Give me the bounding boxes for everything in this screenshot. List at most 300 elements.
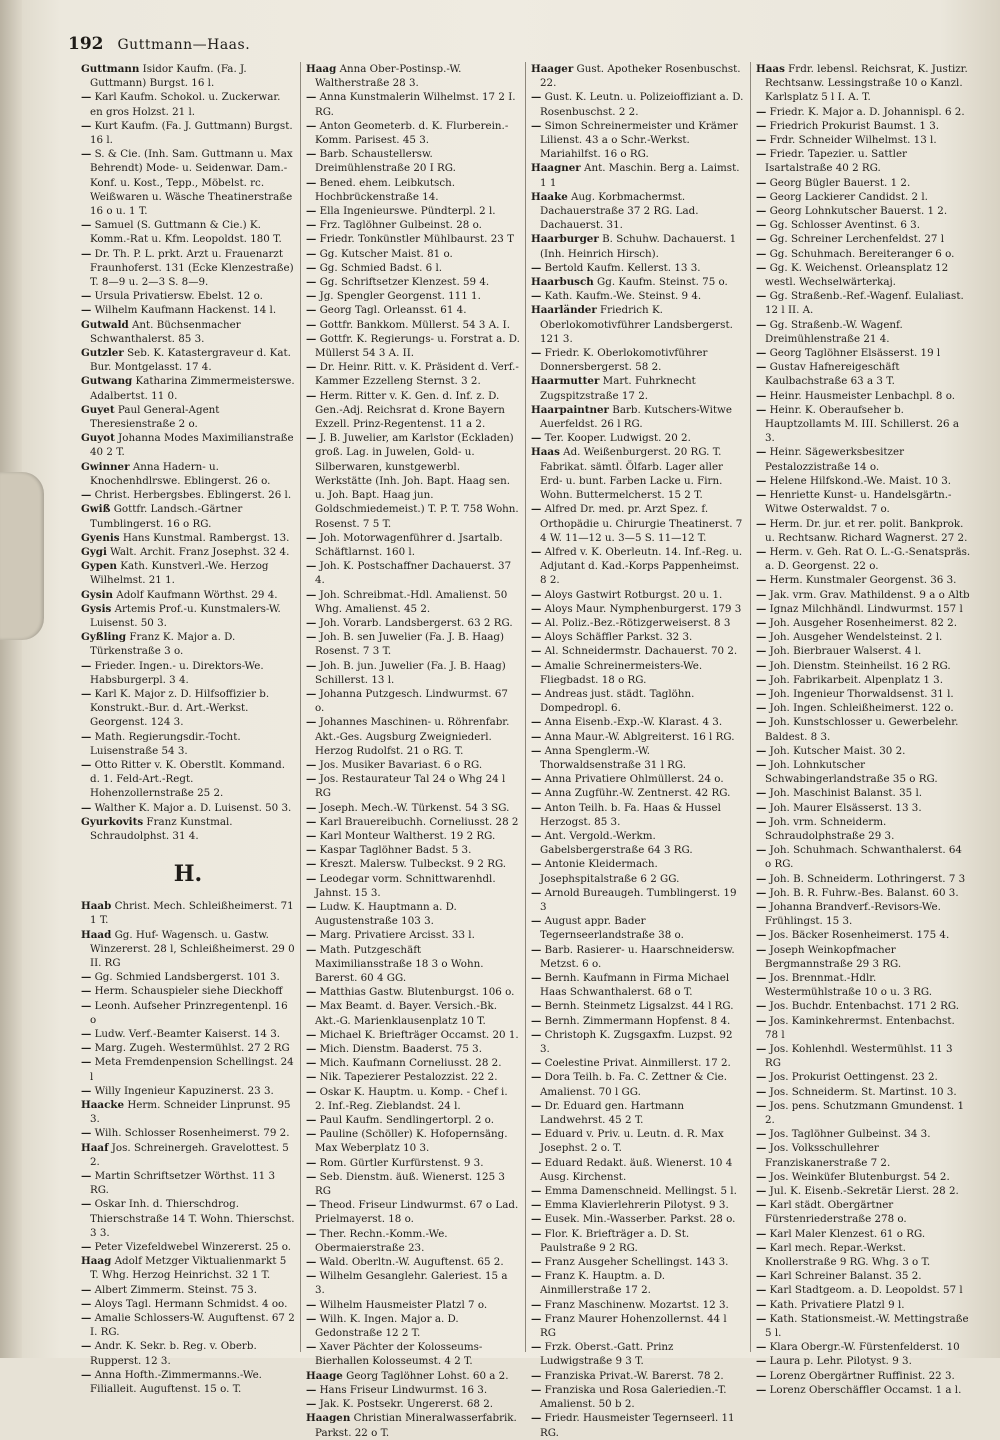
entry-details: Ad. Weißenburgerst. 20 RG. T. Fabrikat. sämtl. Ölfarb. Lager aller Erd- u. bunt. Farben Lacke u. Firn. Wohn. Buttermelcherst. 15 2 T. [540,446,723,502]
entry-surname: — [306,219,317,232]
entry-details: Walt. Archit. Franz Josephst. 32 4. [110,545,290,558]
entry-details: Christian Mineralwasserfabrik. Parkst. 22 o T. [315,1412,517,1439]
directory-entry [531,886,745,914]
directory-entry [531,1028,745,1056]
directory-entry [306,176,520,204]
entry-surname: Gypen [81,560,118,573]
directory-entry [756,1198,971,1226]
directory-entry [81,899,295,927]
directory-entry [756,715,971,743]
entry-details: Dr. Eduard gen. Hartmann Landwehrst. 45 2 T. [540,1099,685,1127]
entry-details: Karl Schreiner Balanst. 35 2. [769,1270,922,1283]
entry-surname: — [756,1128,767,1141]
entry-surname: — [306,588,317,601]
directory-entry [756,133,971,147]
entry-details: Laura p. Lehr. Pilotyst. 9 3. [769,1355,912,1368]
directory-entry [81,1098,295,1126]
entry-surname: — [306,858,317,871]
entry-surname: — [531,1057,542,1070]
entry-surname: — [306,1312,317,1325]
entry-surname: — [531,773,542,786]
entry-surname: Haagner [531,162,581,175]
entry-details: Joh. Motorwagenführer d. Jsartalb. Schäftlarnst. 160 l. [315,531,503,558]
entry-surname: Gyurkovits [81,815,144,828]
directory-entry [81,62,295,90]
entry-details: Gg. Schmied Landsbergerst. 101 3. [94,971,280,984]
entry-details: Johannes Maschinen- u. Röhrenfabr. Akt.-Ges. Augsburg Zweigniederl. Herzog Rudolfst. 21 o RG. T. [315,716,510,757]
entry-surname: — [306,616,317,629]
entry-details: Seb. K. Katastergraveur d. Kat. Bur. Montgelasst. 17 4. [90,347,291,374]
entry-surname: Haas [531,446,560,459]
entry-details: Kath. Stationsmeist.-W. Mettingstraße 5 l. [765,1312,969,1340]
entry-details: Ter. Kooper. Ludwigst. 20 2. [544,432,691,445]
entry-surname: — [306,1298,317,1311]
entry-details: Emma Klavierlehrerin Pilotyst. 9 3. [544,1199,729,1212]
entry-surname: — [306,1270,317,1283]
entry-details: Jos. Kohlenhdl. Westermühlst. 11 3 RG [765,1043,953,1070]
entry-surname: Haarburger [531,233,599,246]
directory-entry [756,403,971,446]
directory-entry [81,1368,295,1396]
directory-entry [756,744,971,758]
entry-surname: — [81,489,92,502]
directory-entry [531,857,745,885]
entry-surname: — [81,687,92,700]
entry-surname: — [306,531,317,544]
running-title: Guttmann—Haas. [117,37,251,53]
entry-surname: — [756,190,767,203]
entry-details: Marg. Zugeh. Westermühlst. 27 2 RG [94,1042,290,1055]
entry-details: Pauline (Schöller) K. Hofopernsäng. Max Weberplatz 10 3. [315,1128,508,1155]
entry-details: Emma Damenschneid. Mellingst. 5 l. [544,1185,737,1198]
entry-surname: — [756,673,767,686]
entry-details: Nik. Tapezierer Pestalozzist. 22 2. [319,1071,498,1084]
directory-entry [306,261,520,275]
entry-surname: — [531,659,542,672]
directory-entry [81,801,295,815]
entry-details: Joh. Ingenieur Thorwaldsenst. 31 l. [769,687,954,700]
entry-details: Eusek. Min.-Wasserber. Parkst. 28 o. [544,1213,736,1226]
entry-details: Jos. Weinküfer Blutenburgst. 54 2. [769,1170,950,1183]
directory-entry [81,460,295,488]
directory-entry [756,1241,971,1269]
entry-details: Jos. Bäcker Rosenheimerst. 175 4. [769,929,950,942]
directory-entry [531,545,745,588]
directory-entry [306,815,520,829]
directory-entry [531,914,745,942]
entry-details: Jos. pens. Schutzmann Gmundenst. 1 2. [765,1099,965,1127]
entry-surname: Haage [306,1369,343,1382]
directory-entry [756,119,971,133]
entry-surname: — [756,489,767,502]
entry-surname: — [756,1284,767,1297]
entry-details: Kaspar Taglöhner Badst. 5 3. [319,844,472,857]
entry-details: Gottfr. Landsch.-Gärtner Tumblingerst. 16 o RG. [90,503,243,530]
column-3 [526,62,751,1439]
entry-surname: — [531,432,542,445]
directory-entry [81,815,295,843]
entry-details: Gg. Schreiner Lerchenfeldst. 27 l [769,233,945,246]
directory-entry [306,1255,520,1269]
entry-surname: — [81,730,92,743]
directory-entry [81,1041,295,1055]
directory-entry [306,985,520,999]
entry-details: Jos. Musiker Bavariast. 6 o RG. [319,758,483,771]
entry-details: Friedrich K. Oberlokomotivführer Landsbergerst. 121 3. [540,304,733,345]
entry-surname: — [756,972,767,984]
column-2 [301,62,526,1439]
entry-details: Albert Zimmerm. Steinst. 75 3. [94,1283,258,1296]
directory-entry [81,1254,295,1282]
entry-details: Jos. Buchdr. Entenbachst. 171 2 RG. [769,1000,960,1013]
entry-surname: Haagen [306,1412,351,1425]
entry-details: Al. Poliz.-Bez.-Rötizgerweiserst. 8 3 [544,616,731,629]
entry-details: Joh. Ingen. Schleißheimerst. 122 o. [769,702,954,715]
entry-details: Jos. Schneiderm. St. Martinst. 10 3. [769,1085,957,1098]
directory-entry [81,90,295,118]
entry-details: Georg Lohnkutscher Bauerst. 1 2. [769,205,948,218]
column-4 [751,62,976,1396]
entry-details: Joseph. Mech.-W. Türkenst. 54 3 SG. [319,801,510,814]
entry-surname: — [756,1142,767,1155]
directory-entry [531,801,745,829]
directory-entry [81,247,295,290]
entry-details: Herm. Schauspieler siehe Dieckhoff [94,985,283,998]
entry-details: Franziska Privat.-W. Barerst. 78 2. [544,1369,724,1382]
entry-surname: — [531,1028,542,1041]
directory-entry [306,1156,520,1170]
directory-entry [531,630,745,644]
entry-details: Simon Schreinermeister und Krämer Lilienst. 43 a o Schr.-Werkst. Mariahilfst. 16 o RG. [540,119,738,161]
entry-details: Christ. Mech. Schleißheimerst. 71 1 T. [90,900,294,927]
entry-surname: — [81,1084,92,1097]
entry-surname: Gysis [81,602,112,615]
directory-entry [306,62,520,90]
entry-surname: — [531,1128,542,1141]
entry-surname: — [531,1341,542,1354]
entry-surname: — [306,361,317,374]
entry-surname: — [81,1170,92,1183]
entry-details: Math. Putzgeschäft Maximiliansstraße 18 3 o Wohn. Barerst. 60 4 GG. [315,943,484,984]
entry-details: Herm. v. Geh. Rat O. L.-G.-Senatspräs. a. D. Georgenst. 22 o. [765,545,971,573]
directory-entry [756,1340,971,1354]
directory-entry [756,1283,971,1297]
entry-details: Wilh. K. Ingen. Major a. D. Gedonstraße 12 2 T. [315,1312,459,1340]
entry-surname: — [81,1283,92,1296]
entry-surname: — [531,1227,542,1240]
entry-details: S. & Cie. (Inh. Sam. Guttmann u. Max Behrendt) Mode- u. Seidenwar. Dam.-Konf. u. Kost., Tepp., Möbelst. rc. Weißwaren u. Wäsche Theatinerstraße 16 o u. 1 T. [90,148,293,218]
directory-entry [306,90,520,118]
page-header [68,34,948,58]
directory-entry [756,801,971,815]
entry-details: Anna Privatiere Ohlmüllerst. 24 o. [544,773,724,786]
entry-surname: Gygi [81,545,107,558]
directory-entry [306,303,520,317]
directory-entry [756,517,971,545]
directory-entry [756,928,971,942]
directory-entry [306,758,520,772]
entry-surname: — [531,91,542,104]
entry-surname: Gutzler [81,347,124,360]
entry-surname: — [81,91,92,104]
entry-surname: Haag [306,63,337,75]
directory-entry [531,502,745,545]
entry-details: Martin Schriftsetzer Wörthst. 11 3 RG. [90,1170,276,1197]
entry-details: Gg. Schlosser Aventinst. 6 3. [769,219,920,232]
directory-entry [531,1070,745,1098]
entry-details: Joh. Bierbrauer Walserst. 4 l. [769,645,922,658]
entry-details: Georg Bügler Bauerst. 1 2. [769,176,911,189]
entry-details: Friedr. Tapezier. u. Sattler Isartalstraße 40 2 RG. [765,148,907,175]
directory-entry [306,247,520,261]
directory-entry [756,1383,971,1397]
directory-entry [306,857,520,871]
directory-entry [306,630,520,658]
entry-details: Gg. Kaufm. Steinst. 75 o. [597,276,728,289]
entry-details: Ludw. K. Hauptmann a. D. Augustenstraße 103 3. [315,900,457,928]
entry-details: Joh. Schuhmach. Schwanthalerst. 64 o RG. [765,844,962,871]
directory-entry [306,928,520,942]
entry-details: Ther. Rechn.-Komm.-We. Obermaierstraße 23. [315,1227,448,1254]
entry-surname: — [531,261,542,274]
entry-details: Frieder. Ingen.- u. Direktors-We. Habsburgerpl. 3 4. [90,659,264,686]
entry-surname: — [306,304,317,317]
directory-entry [306,1227,520,1255]
directory-entry [531,730,745,744]
entry-details: Oskar Inh. d. Thierschdrog. Thierschstraße 14 T. Wohn. Thierschst. 3 3. [90,1198,295,1239]
directory-entry [306,1269,520,1297]
entry-surname: — [306,1071,317,1084]
entry-surname: — [81,1198,92,1211]
directory-entry [756,1298,971,1312]
directory-entry [306,275,520,289]
entry-details: Joh. B. Schneiderm. Lothringerst. 7 3 [769,872,966,885]
entry-details: Wilh. Schlosser Rosenheimerst. 79 2. [94,1127,290,1140]
directory-entry [81,218,295,246]
entry-details: Max Beamt. d. Bayer. Versich.-Bk. Akt.-G. Marienklausenplatz 10 T. [315,1000,497,1027]
entry-details: Friedr. K. Oberlokomotivführer Donnersbergerst. 58 2. [540,347,708,374]
entry-surname: — [306,1043,317,1056]
directory-entry [756,147,971,175]
entry-surname: — [306,716,317,729]
entry-surname: Haarländer [531,304,597,317]
directory-entry [531,1156,745,1184]
entry-surname: — [531,1199,542,1212]
entry-surname: — [756,1071,767,1084]
entry-details: Herm. Kunstmaler Georgenst. 36 3. [769,574,957,587]
directory-entry [81,1311,295,1339]
directory-entry [756,1269,971,1283]
entry-details: Anna Ober-Postinsp.-W. Waltherstraße 28 3. [315,63,462,90]
directory-entry [306,218,520,232]
entry-surname: — [756,1227,767,1240]
entry-details: Georg Lackierer Candidst. 2 l. [769,190,928,203]
entry-surname: Gutwald [81,318,129,331]
directory-entry [756,190,971,204]
entry-surname: — [306,205,317,218]
entry-details: Aloys Schäffler Parkst. 32 3. [544,631,693,644]
entry-surname: Gutwang [81,375,133,388]
entry-surname: — [81,758,92,771]
directory-entry [531,1369,745,1383]
entry-surname: Haarmutter [531,375,600,388]
entry-details: Hans Kunstmal. Rambergst. 13. [122,531,290,544]
entry-details: Dora Teilh. b. Fa. C. Zettner & Cie. Amalienst. 70 l GG. [540,1071,728,1098]
entry-details: Isidor Kaufm. (Fa. J. Guttmann) Burgst. 16 l. [90,63,247,90]
entry-surname: Gyenis [81,531,120,544]
entry-surname: — [531,347,542,360]
entry-surname: — [756,1270,767,1283]
entry-details: Matthias Gastw. Blutenburgst. 106 o. [319,986,515,999]
entry-details: J. B. Juwelier, am Karlstor (Eckladen) groß. Lag. in Juwelen, Gold- u. Silberwaren, kunstgewerbl. Werkstätte (Inh. Joh. Bapt. Haag sen. u. Joh. Bapt. Haag jun. Goldschmiedemeist.) T. P. T. 758 Wohn. Rosenst. 7 5 T. [315,432,519,530]
entry-details: Walther K. Major a. D. Luisenst. 50 3. [94,801,292,814]
entry-details: Johanna Modes Maximilianstraße 40 2 T. [90,432,294,459]
directory-entry [81,531,295,545]
entry-details: Kurt Kaufm. (Fa. J. Guttmann) Burgst. 16 l. [90,119,293,147]
entry-details: Georg Tagl. Orleansst. 61 4. [319,304,467,317]
directory-entry [756,1085,971,1099]
entry-details: Aloys Gastwirt Rotburgst. 20 u. 1. [544,588,723,601]
entry-surname: Gyßling [81,631,127,644]
directory-entry [531,971,745,999]
entry-details: Bened. ehem. Leibkutsch. Hochbrückenstraße 14. [315,176,456,203]
entry-details: Seb. Dienstm. äuß. Wienerst. 125 3 RG [315,1170,505,1198]
entry-surname: — [756,1199,767,1212]
directory-entry [81,1126,295,1140]
entry-details: Gottfr. Bankkom. Müllerst. 54 3 A. I. [319,318,511,331]
entry-details: Gust. K. Leutn. u. Polizeioffiziant a. D. Rosenbuschst. 2 2. [540,91,744,118]
entry-details: Anna Spenglerm.-W. Thorwaldsenstraße 31 l RG. [540,744,687,771]
entry-details: August appr. Bader Tegernseerlandstraße 38 o. [540,915,684,942]
entry-details: Alfred Dr. med. pr. Arzt Spez. f. Orthopädie u. Chirurgie Theatinerst. 7 4 W. 11—12 u. 3—5 S. 11—12 T. [540,503,743,544]
entry-details: Andr. K. Sekr. b. Reg. v. Oberb. Rupperst. 12 3. [90,1340,257,1367]
directory-entry [81,1240,295,1254]
entry-details: Samuel (S. Guttmann & Cie.) K. Komm.-Rat u. Kfm. Leopoldst. 180 T. [90,219,282,246]
entry-details: Joseph Weinkopfmacher Bergmannstraße 29 3 RG. [765,943,902,970]
entry-details: Karl mech. Repar.-Werkst. Knollerstraße 9 RG. Whg. 3 o T. [765,1241,931,1269]
directory-entry [756,786,971,800]
directory-entry [306,1411,520,1439]
directory-entry [306,289,520,303]
entry-details: Lorenz Obergärtner Ruffinist. 22 3. [769,1369,955,1382]
directory-entry [306,1198,520,1226]
entry-surname: — [756,219,767,232]
entry-surname: Haab [81,900,112,913]
entry-surname: — [306,1199,317,1212]
entry-surname: — [756,347,767,360]
directory-entry [756,943,971,971]
entry-details: Mich. Kaufmann Corneliusst. 28 2. [319,1057,502,1070]
entry-surname: — [756,1369,767,1382]
entry-details: Bertold Kaufm. Kellerst. 13 3. [544,261,701,274]
entry-details: Joh. Ausgeher Rosenheimerst. 82 2. [769,616,957,629]
directory-entry [756,900,971,928]
directory-entry [81,559,295,587]
entry-surname: — [306,432,317,445]
directory-entry [306,431,520,530]
entry-details: Karl städt. Obergärtner Fürstenriederstraße 278 o. [765,1199,907,1226]
thumb-index-tab [0,472,44,640]
directory-entry [756,204,971,218]
entry-surname: — [756,517,767,530]
entry-details: Franz Maurer Hohenzollernst. 44 l RG [540,1312,727,1340]
directory-entry [531,1383,745,1411]
directory-entry [306,588,520,616]
directory-entry [81,1339,295,1367]
entry-details: Joh. Fabrikarbeit. Alpenplatz 1 3. [769,673,943,686]
entry-details: Hans Friseur Lindwurmst. 16 3. [319,1383,488,1396]
entry-details: Jos. Taglöhner Gulbeinst. 34 3. [769,1128,931,1141]
entry-details: Kath. Kaufm.-We. Steinst. 9 4. [544,290,702,303]
directory-entry [81,289,295,303]
entry-surname: — [756,318,767,331]
entry-details: Adolf Metzger Viktualienmarkt 5 T. Whg. Herzog Heinrichst. 32 1 T. [90,1255,287,1282]
entry-surname: — [306,1256,317,1269]
directory-entry [531,275,745,289]
directory-entry [531,1269,745,1297]
entry-details: Gustav Hafnereigeschäft Kaulbachstraße 63 a 3 T. [765,361,900,388]
directory-entry [306,1113,520,1127]
entry-surname: — [756,844,767,857]
entry-details: Aug. Korbmachermst. Dachauerstraße 37 2 RG. Lad. Dachauerst. 31. [540,190,699,232]
entry-details: Jos. Volksschullehrer Franziskanerstraße 7 2. [765,1142,891,1169]
entry-details: Wilhelm Hausmeister Platzl 7 o. [319,1298,488,1311]
directory-entry [531,303,745,346]
entry-details: Leonh. Aufseher Prinzregentenpl. 16 o [90,999,288,1026]
directory-entry [756,218,971,232]
entry-details: Ella Ingenieurswe. Pündterpl. 2 l. [319,205,496,218]
entry-details: Anton Teilh. b. Fa. Haas & Hussel Herzogst. 85 3. [540,801,721,828]
entry-details: Adolf Kaufmann Wörthst. 29 4. [116,588,278,601]
directory-entry [756,1099,971,1127]
entry-details: Ludw. Verf.-Beamter Kaiserst. 14 3. [94,1028,281,1040]
entry-details: Herm. Dr. jur. et rer. polit. Bankprok. u. Rechtsanw. Richard Wagnerst. 27 2. [765,517,968,544]
entry-surname: — [756,1355,767,1368]
directory-entry [306,559,520,587]
entry-surname: — [306,1128,317,1141]
directory-entry [756,1070,971,1084]
entry-surname: — [756,134,767,147]
directory-entry [81,928,295,971]
entry-surname: — [531,1312,542,1325]
entry-surname: — [531,290,542,303]
directory-entry [81,1169,295,1197]
entry-details: Wilhelm Kaufmann Hackenst. 14 l. [94,304,277,317]
entry-details: Franz Ausgeher Schellingst. 143 3. [544,1256,729,1269]
directory-entry [306,147,520,175]
directory-entry [531,786,745,800]
entry-surname: — [306,829,317,842]
entry-surname: — [306,1341,317,1354]
entry-surname: — [81,985,92,998]
entry-surname: — [306,148,317,161]
directory-entry [531,445,745,502]
entry-surname: — [306,233,317,246]
entry-surname: — [306,176,317,189]
directory-entry [306,687,520,715]
entry-surname: — [756,1170,767,1183]
directory-entry [756,389,971,403]
entry-surname: Haarbusch [531,276,594,289]
column-1 [76,62,301,1396]
directory-entry [306,1042,520,1056]
entry-details: Joh. B. R. Fuhrw.-Bes. Balanst. 60 3. [769,886,959,899]
entry-details: Anna Eisenb.-Exp.-W. Klarast. 4 3. [544,716,723,729]
directory-entry [531,232,745,260]
directory-entry [531,943,745,971]
entry-surname: — [756,872,767,885]
entry-details: Anton Geometerb. d. K. Flurberein.-Komm. Parisest. 45 3. [315,119,509,147]
